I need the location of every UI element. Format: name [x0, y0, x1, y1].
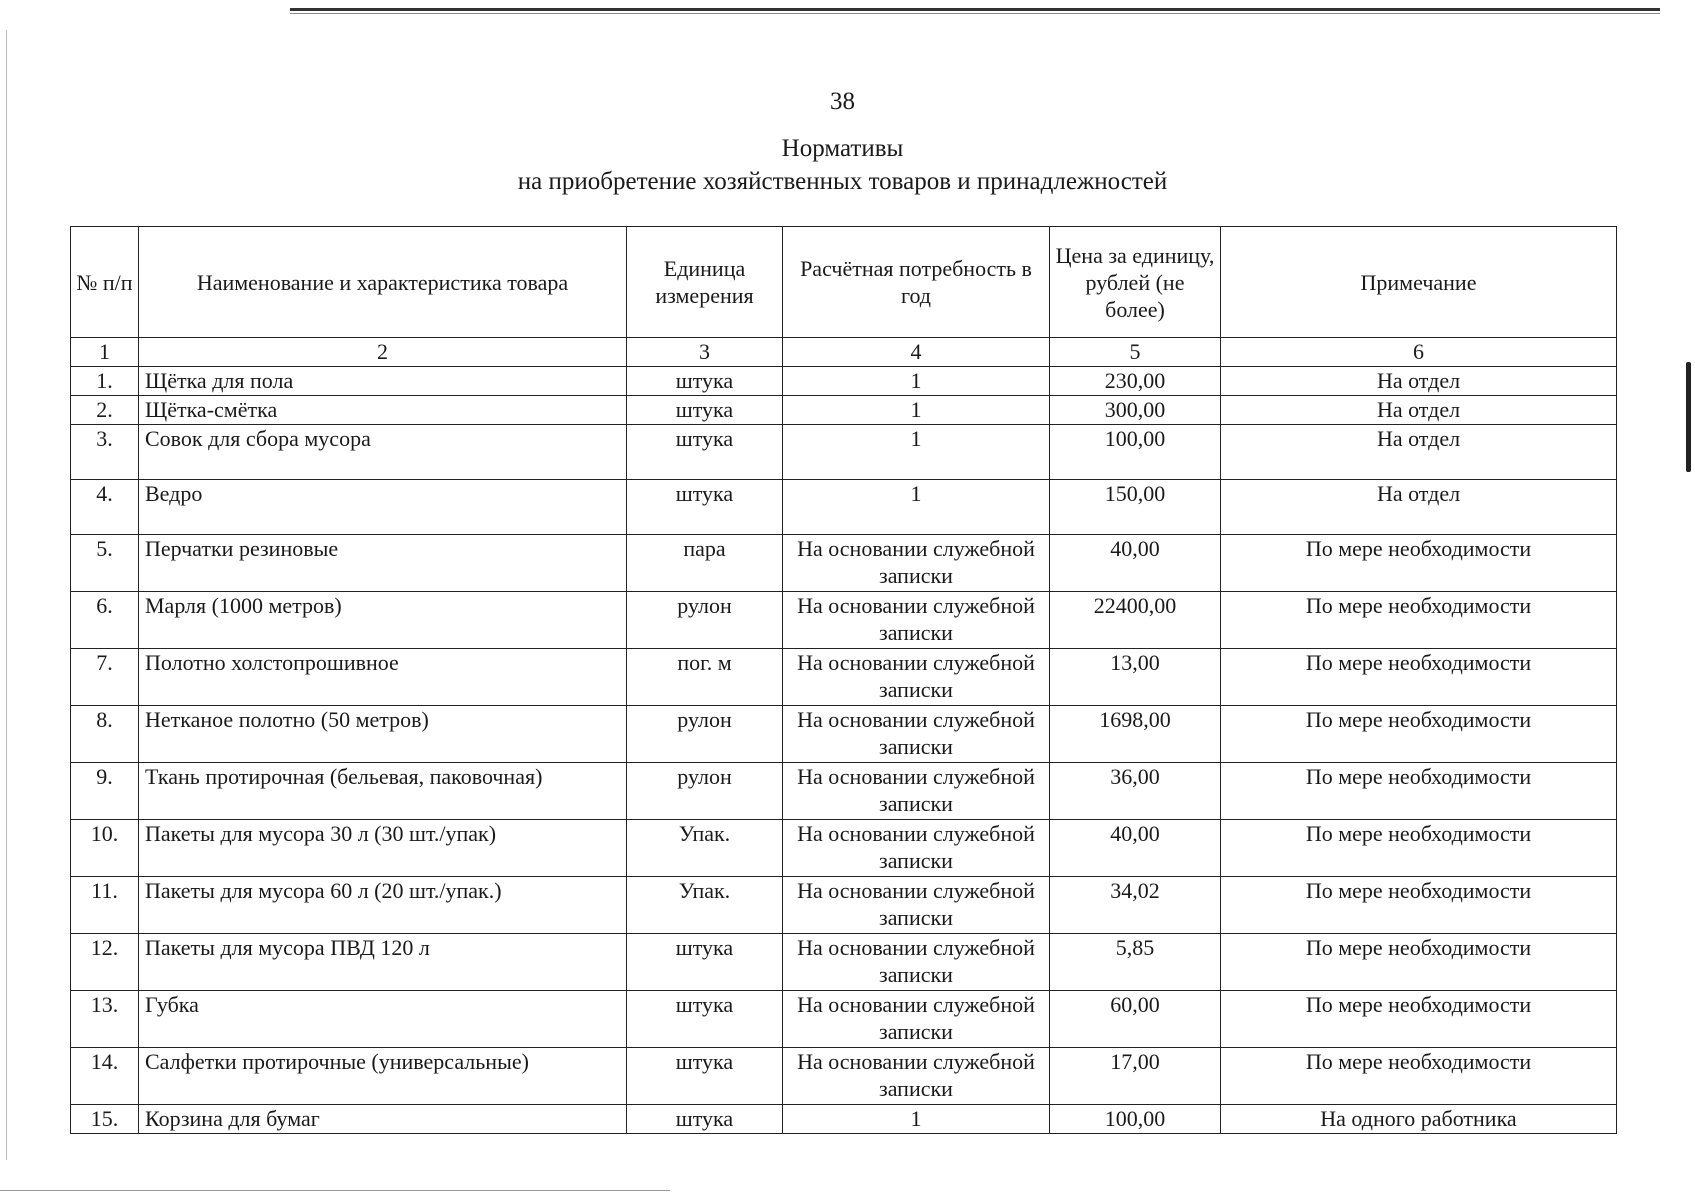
column-number: 3 — [627, 338, 783, 367]
col-header-need: Расчётная потребность в год — [783, 227, 1050, 338]
table-row — [71, 706, 1617, 763]
title-line-2: на приобретение хозяйственных товаров и принадлежностей — [517, 168, 1168, 195]
table-row — [71, 1048, 1617, 1105]
item-annual-need: На основании служебной записки — [783, 991, 1050, 1048]
row-number: 5. — [71, 535, 139, 592]
table-row — [71, 877, 1617, 934]
item-price: 150,00 — [1050, 480, 1221, 535]
column-number: 6 — [1221, 338, 1617, 367]
item-annual-need: 1 — [783, 396, 1050, 425]
item-name: Полотно холстопрошивное — [139, 649, 627, 706]
row-number: 7. — [71, 649, 139, 706]
row-number: 12. — [71, 934, 139, 991]
item-price: 5,85 — [1050, 934, 1221, 991]
col-header-name: Наименование и характеристика товара — [139, 227, 627, 338]
item-name: Корзина для бумаг — [139, 1105, 627, 1134]
item-unit: Упак. — [627, 877, 783, 934]
item-unit: рулон — [627, 763, 783, 820]
item-note: По мере необходимости — [1221, 991, 1617, 1048]
column-number: 2 — [139, 338, 627, 367]
item-note: По мере необходимости — [1221, 1048, 1617, 1105]
table-row — [71, 1105, 1617, 1134]
item-note: По мере необходимости — [1221, 820, 1617, 877]
item-note: На отдел — [1221, 396, 1617, 425]
scan-bottom-edge — [0, 1190, 670, 1191]
item-name: Пакеты для мусора ПВД 120 л — [139, 934, 627, 991]
item-price: 1698,00 — [1050, 706, 1221, 763]
item-price: 40,00 — [1050, 820, 1221, 877]
item-name: Пакеты для мусора 60 л (20 шт./упак.) — [139, 877, 627, 934]
item-price: 36,00 — [1050, 763, 1221, 820]
item-annual-need: На основании служебной записки — [783, 877, 1050, 934]
item-note: По мере необходимости — [1221, 649, 1617, 706]
column-number: 1 — [71, 338, 139, 367]
item-name: Пакеты для мусора 30 л (30 шт./упак) — [139, 820, 627, 877]
col-header-note: Примечание — [1221, 227, 1617, 338]
item-note: На отдел — [1221, 367, 1617, 396]
item-note: На одного работника — [1221, 1105, 1617, 1134]
table-row — [71, 480, 1617, 535]
col-header-unit: Единица измерения — [627, 227, 783, 338]
item-unit: штука — [627, 934, 783, 991]
scan-top-border — [290, 8, 1660, 11]
item-annual-need: 1 — [783, 425, 1050, 480]
item-unit: пог. м — [627, 649, 783, 706]
table-row — [71, 820, 1617, 877]
item-unit: штука — [627, 1105, 783, 1134]
item-name: Нетканое полотно (50 метров) — [139, 706, 627, 763]
item-unit: штука — [627, 991, 783, 1048]
item-price: 22400,00 — [1050, 592, 1221, 649]
item-annual-need: На основании служебной записки — [783, 592, 1050, 649]
item-name: Щётка для пола — [139, 367, 627, 396]
item-unit: штука — [627, 425, 783, 480]
item-price: 230,00 — [1050, 367, 1221, 396]
item-name: Ведро — [139, 480, 627, 535]
table-row — [71, 649, 1617, 706]
item-annual-need: На основании служебной записки — [783, 820, 1050, 877]
item-unit: рулон — [627, 592, 783, 649]
row-number: 13. — [71, 991, 139, 1048]
norms-table — [70, 226, 1617, 1134]
item-price: 60,00 — [1050, 991, 1221, 1048]
item-unit: штука — [627, 396, 783, 425]
scan-binding-mark — [1686, 362, 1691, 472]
page-number: 38 — [830, 88, 855, 115]
row-number: 14. — [71, 1048, 139, 1105]
column-numbering-row — [71, 338, 1617, 367]
item-note: По мере необходимости — [1221, 763, 1617, 820]
row-number: 15. — [71, 1105, 139, 1134]
item-note: По мере необходимости — [1221, 877, 1617, 934]
col-header-num: № п/п — [71, 227, 139, 338]
row-number: 9. — [71, 763, 139, 820]
item-unit: пара — [627, 535, 783, 592]
item-name: Ткань протирочная (бельевая, паковочная) — [139, 763, 627, 820]
column-number: 5 — [1050, 338, 1221, 367]
table-header-row — [71, 227, 1617, 338]
item-note: На отдел — [1221, 480, 1617, 535]
table-row — [71, 991, 1617, 1048]
table-row — [71, 535, 1617, 592]
table-row — [71, 396, 1617, 425]
row-number: 2. — [71, 396, 139, 425]
row-number: 10. — [71, 820, 139, 877]
item-name: Марля (1000 метров) — [139, 592, 627, 649]
col-header-price: Цена за единицу, рублей (не более) — [1050, 227, 1221, 338]
table-row — [71, 367, 1617, 396]
row-number: 11. — [71, 877, 139, 934]
row-number: 3. — [71, 425, 139, 480]
item-note: На отдел — [1221, 425, 1617, 480]
item-note: По мере необходимости — [1221, 592, 1617, 649]
item-unit: штука — [627, 367, 783, 396]
item-price: 40,00 — [1050, 535, 1221, 592]
item-annual-need: На основании служебной записки — [783, 535, 1050, 592]
item-price: 34,02 — [1050, 877, 1221, 934]
row-number: 8. — [71, 706, 139, 763]
item-price: 100,00 — [1050, 1105, 1221, 1134]
row-number: 4. — [71, 480, 139, 535]
column-number: 4 — [783, 338, 1050, 367]
item-annual-need: На основании служебной записки — [783, 649, 1050, 706]
table-row — [71, 763, 1617, 820]
item-unit: рулон — [627, 706, 783, 763]
item-price: 100,00 — [1050, 425, 1221, 480]
item-name: Салфетки протирочные (универсальные) — [139, 1048, 627, 1105]
item-name: Губка — [139, 991, 627, 1048]
table-row — [71, 425, 1617, 480]
item-annual-need: На основании служебной записки — [783, 706, 1050, 763]
table-row — [71, 934, 1617, 991]
document-title — [0, 132, 1685, 198]
item-annual-need: 1 — [783, 1105, 1050, 1134]
scan-top-border-thin — [290, 13, 1660, 14]
item-annual-need: 1 — [783, 367, 1050, 396]
item-annual-need: 1 — [783, 480, 1050, 535]
item-annual-need: На основании служебной записки — [783, 934, 1050, 991]
scan-left-edge — [6, 30, 7, 1160]
item-name: Перчатки резиновые — [139, 535, 627, 592]
item-price: 17,00 — [1050, 1048, 1221, 1105]
title-line-1: Нормативы — [781, 135, 904, 162]
item-annual-need: На основании служебной записки — [783, 1048, 1050, 1105]
item-note: По мере необходимости — [1221, 934, 1617, 991]
item-name: Совок для сбора мусора — [139, 425, 627, 480]
item-unit: штука — [627, 1048, 783, 1105]
item-note: По мере необходимости — [1221, 535, 1617, 592]
item-price: 13,00 — [1050, 649, 1221, 706]
row-number: 6. — [71, 592, 139, 649]
table-row — [71, 592, 1617, 649]
item-annual-need: На основании служебной записки — [783, 763, 1050, 820]
item-unit: штука — [627, 480, 783, 535]
item-name: Щётка-смётка — [139, 396, 627, 425]
row-number: 1. — [71, 367, 139, 396]
item-note: По мере необходимости — [1221, 706, 1617, 763]
item-price: 300,00 — [1050, 396, 1221, 425]
item-unit: Упак. — [627, 820, 783, 877]
